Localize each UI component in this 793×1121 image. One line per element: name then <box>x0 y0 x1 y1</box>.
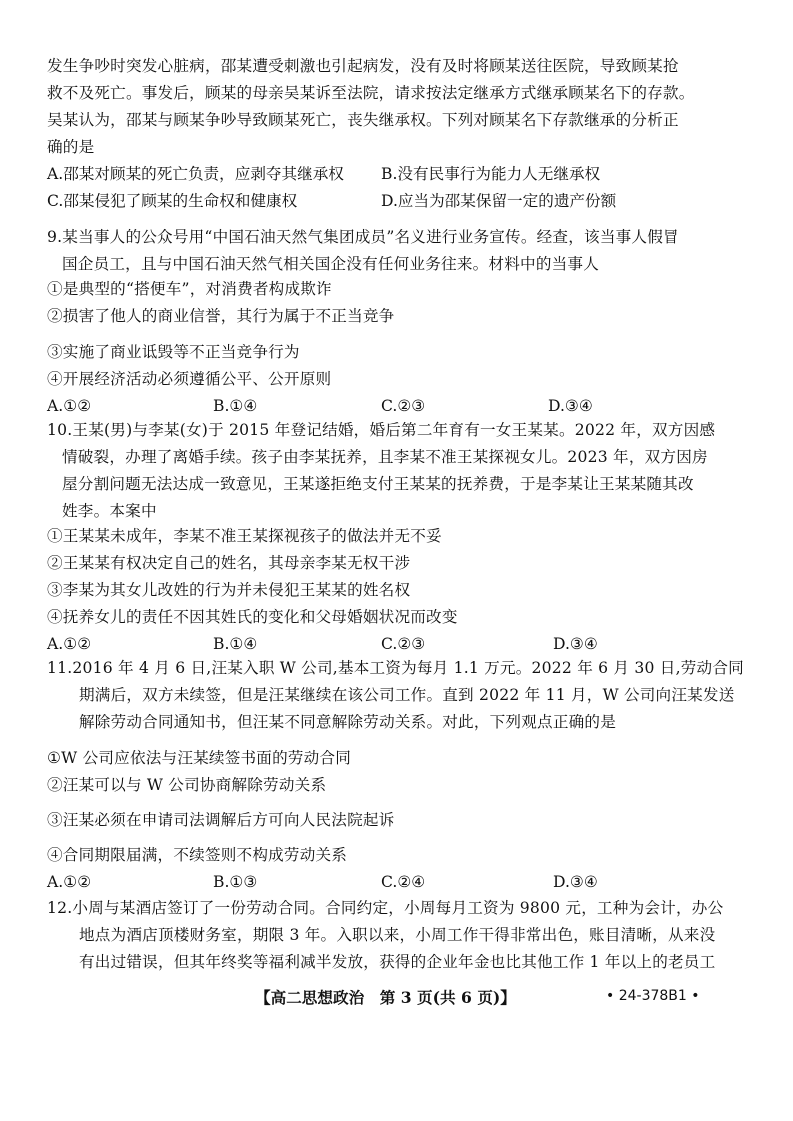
q8-line-3: 吴某认为，邵某与顾某争吵导致顾某死亡，丧失继承权。下列对顾某名下存款继承的分析正 <box>47 111 679 129</box>
q10-option-d: D.③④ <box>553 635 598 653</box>
page-footer-code: • 24-378B1 • <box>606 988 700 1004</box>
page-footer-title: 【高二思想政治 第 3 页(共 6 页)】 <box>255 988 516 1007</box>
q11-statement-2: ②汪某可以与 W 公司协商解除劳动关系 <box>47 776 327 794</box>
q8-line-4: 确的是 <box>47 138 95 156</box>
q11-option-b: B.①③ <box>213 873 258 891</box>
q9-statement-1: ①是典型的“搭便车”，对消费者构成欺诈 <box>47 280 332 298</box>
q11-option-d: D.③④ <box>553 873 598 891</box>
q9-line-1: 9.某当事人的公众号用“中国石油天然气集团成员”名义进行业务宣传。经查，该当事人假冒 <box>47 228 679 246</box>
q12-line-1: 12.小周与某酒店签订了一份劳动合同。合同约定，小周每月工资为 9800 元，工种为会计，办公 <box>47 899 724 917</box>
q10-statement-1: ①王某某未成年，李某不准王某探视孩子的做法并无不妥 <box>47 527 442 545</box>
q8-line-1: 发生争吵时突发心脏病，邵某遭受刺激也引起病发，没有及时将顾某送往医院，导致顾某抢 <box>47 57 679 75</box>
q8-option-b: B.没有民事行为能力人无继承权 <box>381 165 601 183</box>
q10-option-b: B.①④ <box>213 635 258 653</box>
q10-statement-4: ④抚养女儿的责任不因其姓氏的变化和父母婚姻状况而改变 <box>47 608 458 626</box>
q10-statement-2: ②王某某有权决定自己的姓名，其母亲李某无权干涉 <box>47 554 411 572</box>
q9-option-a: A.①② <box>47 397 92 415</box>
q11-statement-1: ①W 公司应依法与汪某续签书面的劳动合同 <box>47 749 352 767</box>
q8-option-d: D.应当为邵某保留一定的遗产份额 <box>381 192 617 210</box>
q10-option-c: C.②③ <box>381 635 426 653</box>
q9-option-b: B.①④ <box>213 397 258 415</box>
q10-line-4: 姓李。本案中 <box>62 502 157 520</box>
q8-option-a: A.邵某对顾某的死亡负责，应剥夺其继承权 <box>47 165 344 183</box>
q9-option-c: C.②③ <box>381 397 426 415</box>
q11-option-c: C.②④ <box>381 873 426 891</box>
q9-statement-4: ④开展经济活动必须遵循公平、公开原则 <box>47 370 332 388</box>
q10-line-2: 情破裂，办理了离婚手续。孩子由李某抚养，且李某不准王某探视女儿。2023 年，双方因房 <box>62 448 708 466</box>
q10-line-1: 10.王某(男)与李某(女)于 2015 年登记结婚，婚后第二年育有一女王某某。2022 年，双方因感 <box>47 421 716 439</box>
q8-option-c: C.邵某侵犯了顾某的生命权和健康权 <box>47 192 298 210</box>
q11-option-a: A.①② <box>47 873 92 891</box>
q11-line-3: 解除劳动合同通知书，但汪某不同意解除劳动关系。对此，下列观点正确的是 <box>79 713 616 731</box>
q11-line-1: 11.2016 年 4 月 6 日,汪某入职 W 公司,基本工资为每月 1.1 万元。2022 年 6 月 30 日,劳动合同 <box>47 659 744 677</box>
q10-option-a: A.①② <box>47 635 92 653</box>
q12-line-3: 有出过错误，但其年终奖等福利减半发放，获得的企业年金也比其他工作 1 年以上的老员工 <box>79 953 716 971</box>
q10-statement-3: ③李某为其女儿改姓的行为并未侵犯王某某的姓名权 <box>47 581 411 599</box>
q9-statement-2: ②损害了他人的商业信誉，其行为属于不正当竞争 <box>47 307 395 325</box>
q9-line-2: 国企员工，且与中国石油天然气相关国企没有任何业务往来。材料中的当事人 <box>62 255 599 273</box>
q11-statement-3: ③汪某必须在申请司法调解后方可向人民法院起诉 <box>47 811 395 829</box>
q12-line-2: 地点为酒店顶楼财务室，期限 3 年。入职以来，小周工作干得非常出色，账目清晰，从来没 <box>79 926 716 944</box>
q11-line-2: 期满后，双方未续签，但是汪某继续在该公司工作。直到 2022 年 11 月，W 公司向汪某发送 <box>79 686 735 704</box>
q9-option-d: D.③④ <box>548 397 593 415</box>
q8-line-2: 救不及死亡。事发后，顾某的母亲吴某诉至法院，请求按法定继承方式继承顾某名下的存款。 <box>47 84 695 102</box>
q9-statement-3: ③实施了商业诋毁等不正当竞争行为 <box>47 343 300 361</box>
q11-statement-4: ④合同期限届满，不续签则不构成劳动关系 <box>47 846 348 864</box>
q10-line-3: 屋分割问题无法达成一致意见，王某遂拒绝支付王某某的抚养费，于是李某让王某某随其改 <box>62 475 694 493</box>
